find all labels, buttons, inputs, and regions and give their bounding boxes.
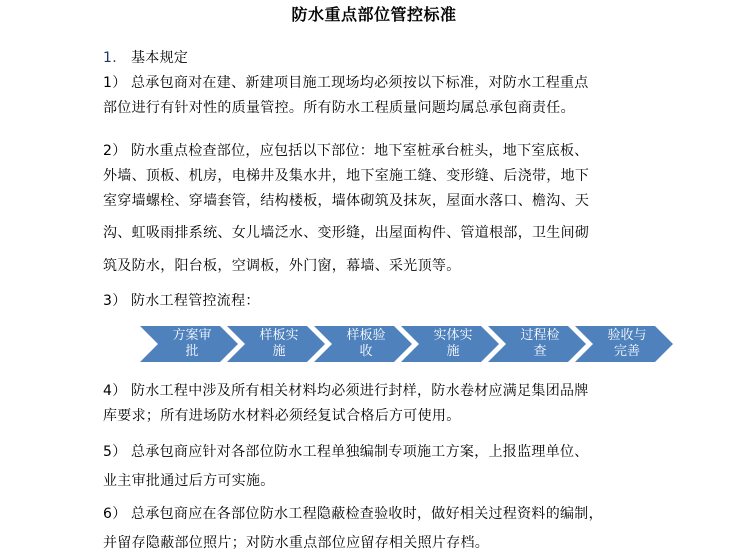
section-number: 1. bbox=[103, 50, 117, 66]
flow-step bbox=[488, 326, 586, 362]
paragraph-line bbox=[103, 72, 589, 92]
paragraph-line bbox=[103, 380, 589, 400]
step-label: 施 bbox=[272, 344, 286, 359]
line-text: 业主审批通过后方可实施。 bbox=[103, 473, 275, 489]
line-text: 库要求；所有进场防水材料必须经复试合格后方可使用。 bbox=[103, 408, 461, 424]
line-text: 总承包商应在各部位防水工程隐蔽检查验收时，做好相关过程资料的编制， bbox=[131, 506, 603, 522]
paragraph-line bbox=[103, 165, 589, 185]
step-label: 完善 bbox=[613, 344, 640, 359]
paragraph-line bbox=[103, 441, 589, 461]
step-label: 施 bbox=[446, 344, 460, 359]
paragraph-line bbox=[103, 470, 275, 490]
line-text: 防水工程管控流程： bbox=[131, 293, 260, 309]
line-text: 防水重点检查部位，应包括以下部位：地下室桩承台桩头，地下室底板、 bbox=[131, 143, 589, 159]
line-text: 部位进行有针对性的质量管控。所有防水工程质量问题均属总承包商责任。 bbox=[103, 100, 575, 116]
line-text: 并留存隐蔽部位照片；对防水重点部位应留存相关照片存档。 bbox=[103, 535, 490, 551]
section-label: 基本规定 bbox=[131, 50, 189, 66]
paragraph-line bbox=[103, 140, 589, 160]
paragraph-line bbox=[103, 97, 575, 117]
flow-step bbox=[314, 326, 412, 362]
item-number: 5） bbox=[103, 444, 127, 460]
line-text: 室穿墙螺栓、穿墙套管，结构楼板，墙体砌筑及抹灰，屋面水落口、檐沟、天 bbox=[103, 193, 590, 209]
section-heading bbox=[103, 47, 188, 67]
step-label: 验收与 bbox=[607, 328, 647, 343]
step-label: 样板验 bbox=[346, 328, 386, 343]
flow-step bbox=[401, 326, 499, 362]
line-text: 外墙、顶板、机房，电梯井及集水井，地下室施工缝、变形缝、后浇带，地下 bbox=[103, 168, 590, 184]
line-text: 沟、虹吸雨排系统、女儿墙泛水、变形缝，出屋面构件、管道根部，卫生间砌 bbox=[103, 225, 590, 241]
paragraph-line bbox=[103, 503, 603, 523]
line-text: 防水工程中涉及所有相关材料均必须进行封样，防水卷材应满足集团品牌 bbox=[131, 383, 589, 399]
item-number: 6） bbox=[103, 506, 127, 522]
step-label: 样板实 bbox=[259, 328, 299, 343]
paragraph-line bbox=[103, 222, 589, 242]
flow-step bbox=[575, 326, 673, 362]
step-label: 过程检 bbox=[520, 328, 560, 343]
step-label: 实体实 bbox=[433, 328, 473, 343]
paragraph-line bbox=[103, 190, 589, 210]
page-title: 防水重点部位管控标准 bbox=[291, 5, 457, 24]
line-text: 总承包商应针对各部位防水工程单独编制专项施工方案，上报监理单位、 bbox=[131, 444, 589, 460]
item-number: 3） bbox=[103, 293, 127, 309]
step-label: 批 bbox=[185, 344, 199, 359]
step-label: 收 bbox=[359, 344, 373, 359]
paragraph-line bbox=[103, 290, 260, 310]
process-flow bbox=[140, 326, 672, 362]
paragraph-line bbox=[103, 255, 461, 275]
line-text: 总承包商对在建、新建项目施工现场均必须按以下标准，对防水工程重点 bbox=[131, 75, 589, 91]
item-number: 2） bbox=[103, 143, 127, 159]
item-number: 1） bbox=[103, 75, 127, 91]
step-label: 方案审 bbox=[172, 328, 212, 343]
step-label: 查 bbox=[533, 344, 547, 359]
item-number: 4） bbox=[103, 383, 127, 399]
flow-step bbox=[227, 326, 325, 362]
flow-step bbox=[140, 326, 238, 362]
line-text: 筑及防水，阳台板，空调板，外门窗，幕墙、采光顶等。 bbox=[103, 258, 461, 274]
paragraph-line bbox=[103, 405, 461, 425]
paragraph-line bbox=[103, 532, 489, 552]
